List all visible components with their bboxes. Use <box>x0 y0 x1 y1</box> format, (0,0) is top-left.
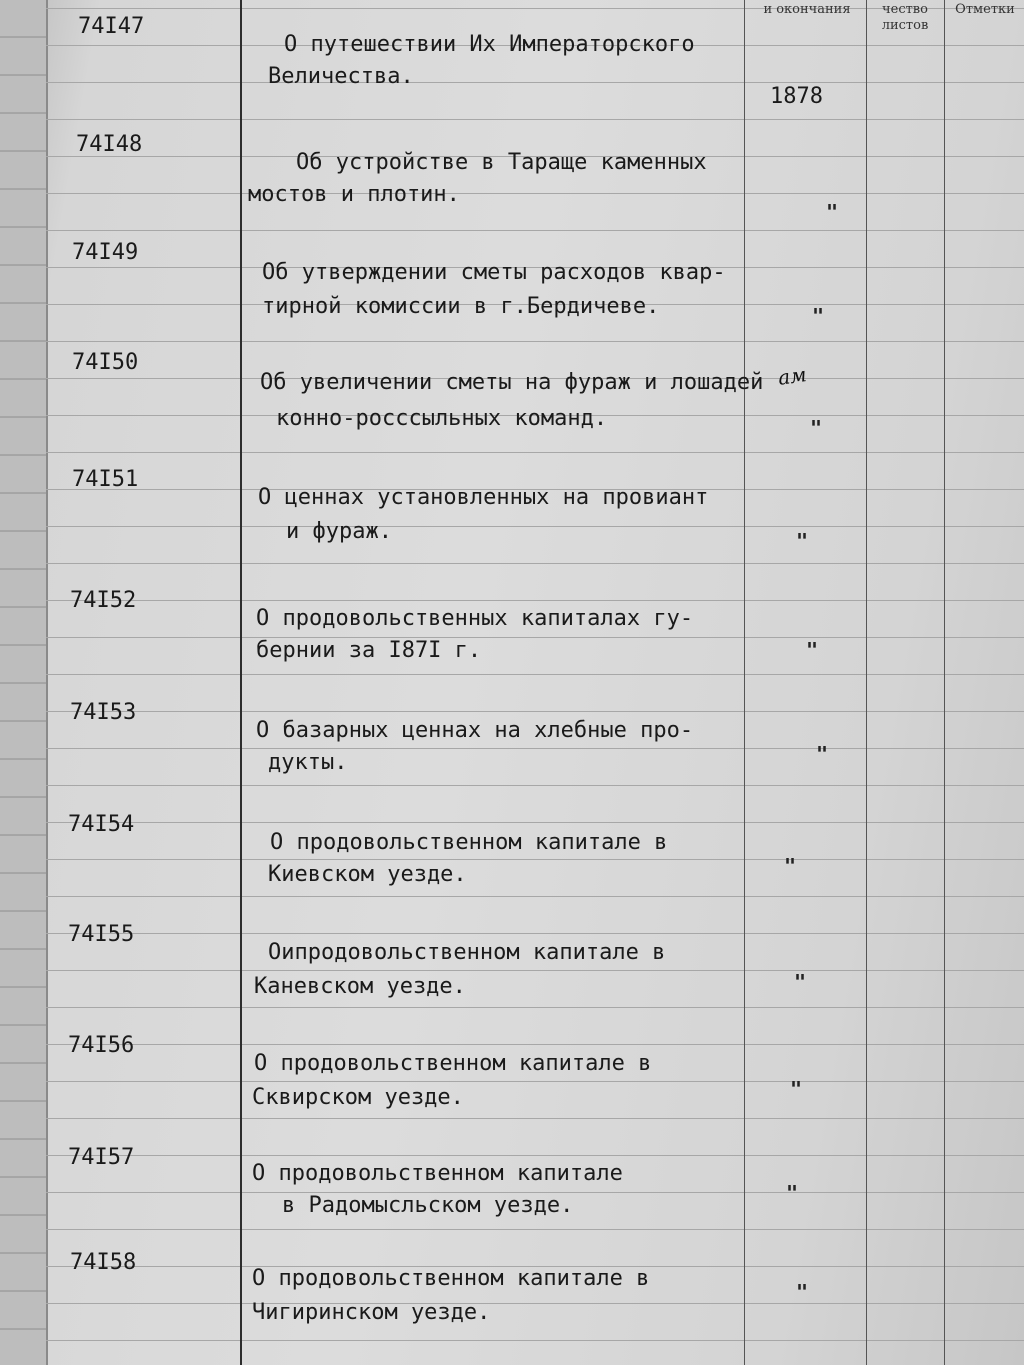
header-dates: и окончания <box>763 2 851 17</box>
entry-title-line: Величества. <box>268 64 414 89</box>
ruled-line <box>46 637 1024 638</box>
ditto-mark: " <box>796 529 809 553</box>
entry-number: 74I56 <box>68 1033 135 1058</box>
ruled-line <box>46 748 1024 749</box>
ruled-line <box>46 674 1024 675</box>
column-divider-title <box>744 0 745 1365</box>
entry-title-line: О продовольственном капитале <box>252 1161 623 1186</box>
entry-number: 74I50 <box>72 350 139 375</box>
ruled-line <box>46 1340 1024 1341</box>
ruled-line <box>46 1155 1024 1156</box>
entry-title-line: конно-россcыльных команд. <box>276 406 608 431</box>
ditto-mark: " <box>812 304 825 328</box>
entry-title-line: Каневском уезде. <box>254 974 466 999</box>
entry-title-line: О продовольственном капитале в <box>270 830 668 855</box>
entry-number: 74I53 <box>70 700 137 725</box>
ruled-line <box>46 119 1024 120</box>
ruled-line <box>46 230 1024 231</box>
ruled-line <box>46 1303 1024 1304</box>
ruled-line <box>46 82 1024 83</box>
entry-number: 74I57 <box>68 1145 135 1170</box>
entry-title-line: Сквирском уезде. <box>252 1085 464 1110</box>
ruled-line <box>46 933 1024 934</box>
ruled-line <box>46 563 1024 564</box>
entry-title-line: в Радомысльском уезде. <box>282 1193 574 1218</box>
ruled-line <box>46 1081 1024 1082</box>
entry-number: 74I47 <box>78 14 145 39</box>
entry-number: 74I55 <box>68 922 135 947</box>
ruled-line <box>46 822 1024 823</box>
ditto-mark: " <box>810 416 823 440</box>
ruled-line <box>46 1007 1024 1008</box>
entry-title-line: Об увеличении сметы на фураж и лошадей <box>260 370 764 395</box>
ruled-line <box>46 600 1024 601</box>
entry-year: 1878 <box>770 84 823 109</box>
entry-title-line: О продовольственном капитале в <box>252 1266 650 1291</box>
entry-title-line: дукты. <box>268 750 348 775</box>
ruled-line <box>46 526 1024 527</box>
column-divider-number <box>240 0 242 1365</box>
entry-title-line: О путешествии Их Императорского <box>284 32 695 57</box>
header-notes: Отметки <box>955 2 1015 17</box>
entry-title-line: тирной комиссии в г.Бердичеве. <box>262 294 660 319</box>
entry-title-line: мостов и плотин. <box>248 182 460 207</box>
handwritten-correction: ам <box>776 362 809 390</box>
ditto-mark: " <box>786 1181 799 1205</box>
entry-title-line: Чигиринском уезде. <box>252 1300 491 1325</box>
ditto-mark: " <box>784 854 797 878</box>
ruled-line <box>46 341 1024 342</box>
ditto-mark: " <box>816 742 829 766</box>
entry-number: 74I54 <box>68 812 135 837</box>
ruled-line <box>46 970 1024 971</box>
ditto-mark: " <box>796 1280 809 1304</box>
entry-title-line: бернии за I87I г. <box>256 638 482 663</box>
ditto-mark: " <box>806 638 819 662</box>
ditto-mark: " <box>794 970 807 994</box>
ruled-line <box>46 859 1024 860</box>
column-divider-sheets <box>944 0 945 1365</box>
entry-number: 74I51 <box>72 467 139 492</box>
entry-title-line: и фураж. <box>286 519 392 544</box>
ruled-line <box>46 193 1024 194</box>
header-sheets: чество листов <box>881 2 929 33</box>
entry-title-line: О продовольственных капиталах гу- <box>256 606 694 631</box>
ruled-line <box>46 1229 1024 1230</box>
entry-number: 74I58 <box>70 1250 137 1275</box>
entry-title-line: О базарных ценнах на хлебные про- <box>256 718 694 743</box>
entry-number: 74I48 <box>76 132 143 157</box>
entry-title-line: Киевском уезде. <box>268 862 467 887</box>
ruled-line <box>46 896 1024 897</box>
entry-title-line: Об утверждении сметы расходов квар- <box>262 260 726 285</box>
binding-edge <box>0 0 48 1365</box>
ruled-line <box>46 1044 1024 1045</box>
ruled-line <box>46 1118 1024 1119</box>
entry-number: 74I52 <box>70 588 137 613</box>
entry-title-line: О продовольственном капитале в <box>254 1051 652 1076</box>
column-divider-dates <box>866 0 867 1365</box>
ruled-line <box>46 785 1024 786</box>
ditto-mark: " <box>826 200 839 224</box>
ruled-line <box>46 711 1024 712</box>
entry-title-line: Об устройстве в Тараще каменных <box>296 150 707 175</box>
entry-title-line: Оипродовольственном капитале в <box>268 940 666 965</box>
entry-number: 74I49 <box>72 240 139 265</box>
ditto-mark: " <box>790 1077 803 1101</box>
entry-title-line: О ценнах установленных на провиант <box>258 485 709 510</box>
ruled-line <box>46 452 1024 453</box>
